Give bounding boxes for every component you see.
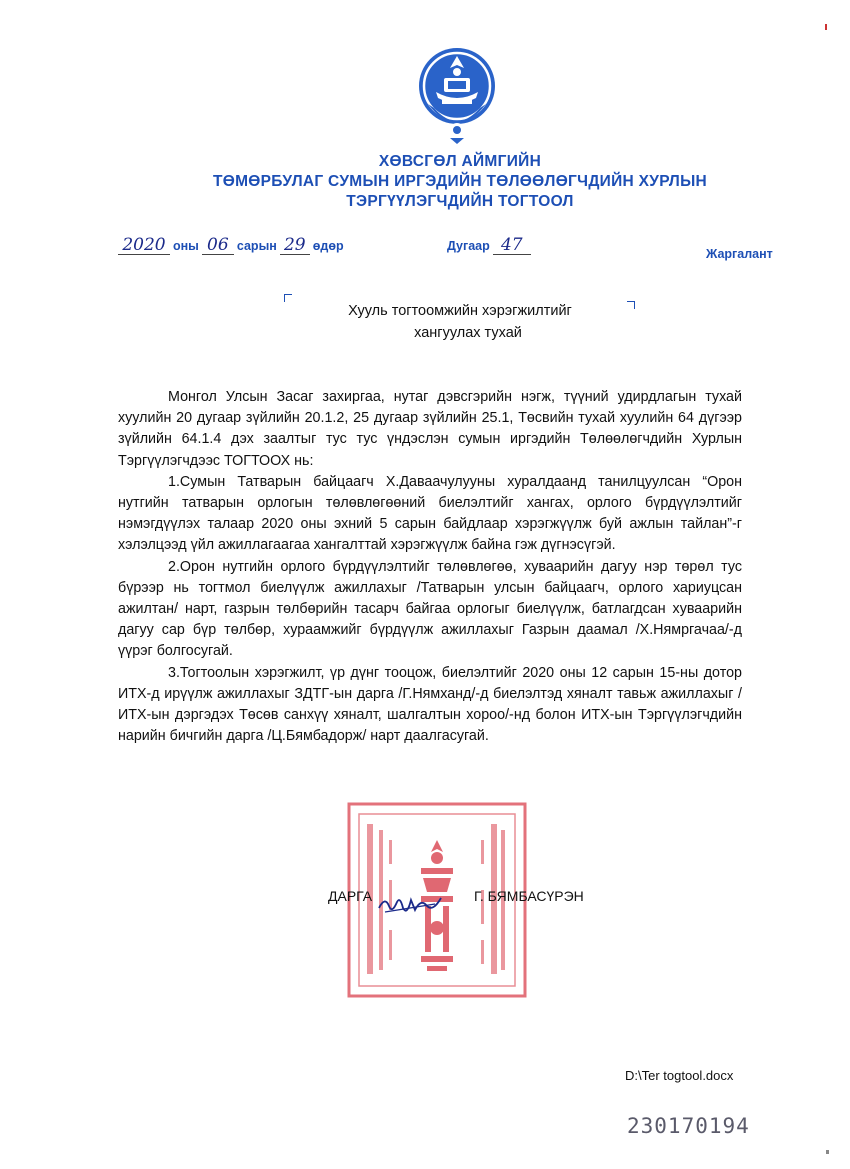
place-name: Жаргалант <box>706 247 773 261</box>
scan-edge-mark-bottom <box>826 1150 829 1154</box>
subject-line-1: Хууль тогтоомжийн хэрэгжилтийг <box>348 303 572 319</box>
state-emblem-icon <box>414 42 500 146</box>
number-line <box>444 236 531 255</box>
date-year-label: оны <box>173 239 199 253</box>
header-council: ТӨМӨРБУЛАГ СУМЫН ИРГЭДИЙН ТӨЛӨӨЛӨГЧДИЙН ХУРЛЫН <box>212 173 708 190</box>
date-month: 06 <box>202 236 234 255</box>
body-item-2: 2.Орон нутгийн орлого бүрдүүлэлтийг төлөвлөгөө, хуваарийн дагуу нэр төрөл тус бүрээр нь тогтмол биелүүлж ажиллахыг /Татварын улсын байцаагч, орлого хариуцсан ажилтан/ нарт, газрын төлбөрийн тасарч байгаа орлогыг биелүүлж, батлагдсан хуваарийн дагуу сар бүр төлбөр, хураамжийг бүрдүүлж ажиллахыг Газрын даамал /Х.Нямргачаа/-д үүрэг болгосугай. <box>118 558 742 660</box>
subject-corner-left-icon <box>284 294 292 302</box>
file-path: D:\Ter togtool.docx <box>625 1068 734 1083</box>
date-line <box>118 236 347 255</box>
document-body <box>118 387 742 747</box>
body-item-3: 3.Тогтоолын хэрэгжилт, үр дүнг тооцож, биелэлтийг 2020 оны 12 сарын 15-ны дотор ИТХ-д ирүүлж ажиллахыг ЗДТГ-ын дарга /Г.Нямханд/-д биелэлтэд хяналт тавьж ажиллахыг /ИТХ-ын дэргэдэх Төсөв санхүү хяналт, шалгалтын хороо/-нд болон ИТХ-ын Тэргүүлэгчдийн нарийн бичгийн дарга /Ц.Бямбадорж/ нарт даалгасугай. <box>118 664 742 745</box>
handwritten-signature <box>375 890 445 920</box>
document-header <box>150 152 770 212</box>
header-aimag: ХӨВСГӨЛ АЙМГИЙН <box>378 153 542 170</box>
signatory-title: ДАРГА <box>328 888 373 904</box>
document-subject <box>300 300 620 344</box>
date-day-label: өдөр <box>312 239 344 253</box>
signatory-name: Г. БЯМБАСҮРЭН <box>474 888 584 904</box>
body-item-1: 1.Сумын Татварын байцаагч Х.Даваачулууны хуралдаанд танилцуулсан “Орон нутгийн татварын орлогын төлөвлөгөөний биелэлтийг хангах, орлого бүрдүүлэлтийг нэмэгдүүлэх талаар 2020 оны эхний 5 сарын байдлаар хэрэгжүүлж буй ажлын тайлан”-г хэлэлцээд үйл ажиллагаагаа хангалттай хэрэгжүүлж байна гэж дүгнэсүгэй. <box>118 473 742 554</box>
document-number: 47 <box>493 236 531 255</box>
body-intro: Монгол Улсын Засаг захиргаа, нутаг дэвсгэрийн нэгж, түүний удирдлагын тухай хуулийн 20 дугаар зүйлийн 20.1.2, 25 дугаар зүйлийн 25.1, Төсвийн тухай хуулийн 64 дүгээр зүйлийн 64.1.4 дэх заалтыг тус тус үндэслэн сумын иргэдийн Төлөөлөгчдийн Хурлын Тэргүүлэгчдээс ТОГТООХ нь: <box>118 389 742 469</box>
date-day: 29 <box>280 236 310 255</box>
date-month-label: сарын <box>236 239 277 253</box>
date-year: 2020 <box>118 236 170 255</box>
subject-corner-right-icon <box>627 301 635 309</box>
scan-edge-mark <box>825 24 827 30</box>
number-label: Дугаар <box>447 239 490 253</box>
subject-line-2: хангуулах тухай <box>414 325 522 341</box>
header-resolution-title: ТЭРГҮҮЛЭГЧДИЙН ТОГТООЛ <box>346 193 574 210</box>
document-serial-number: 230170194 <box>627 1114 750 1138</box>
